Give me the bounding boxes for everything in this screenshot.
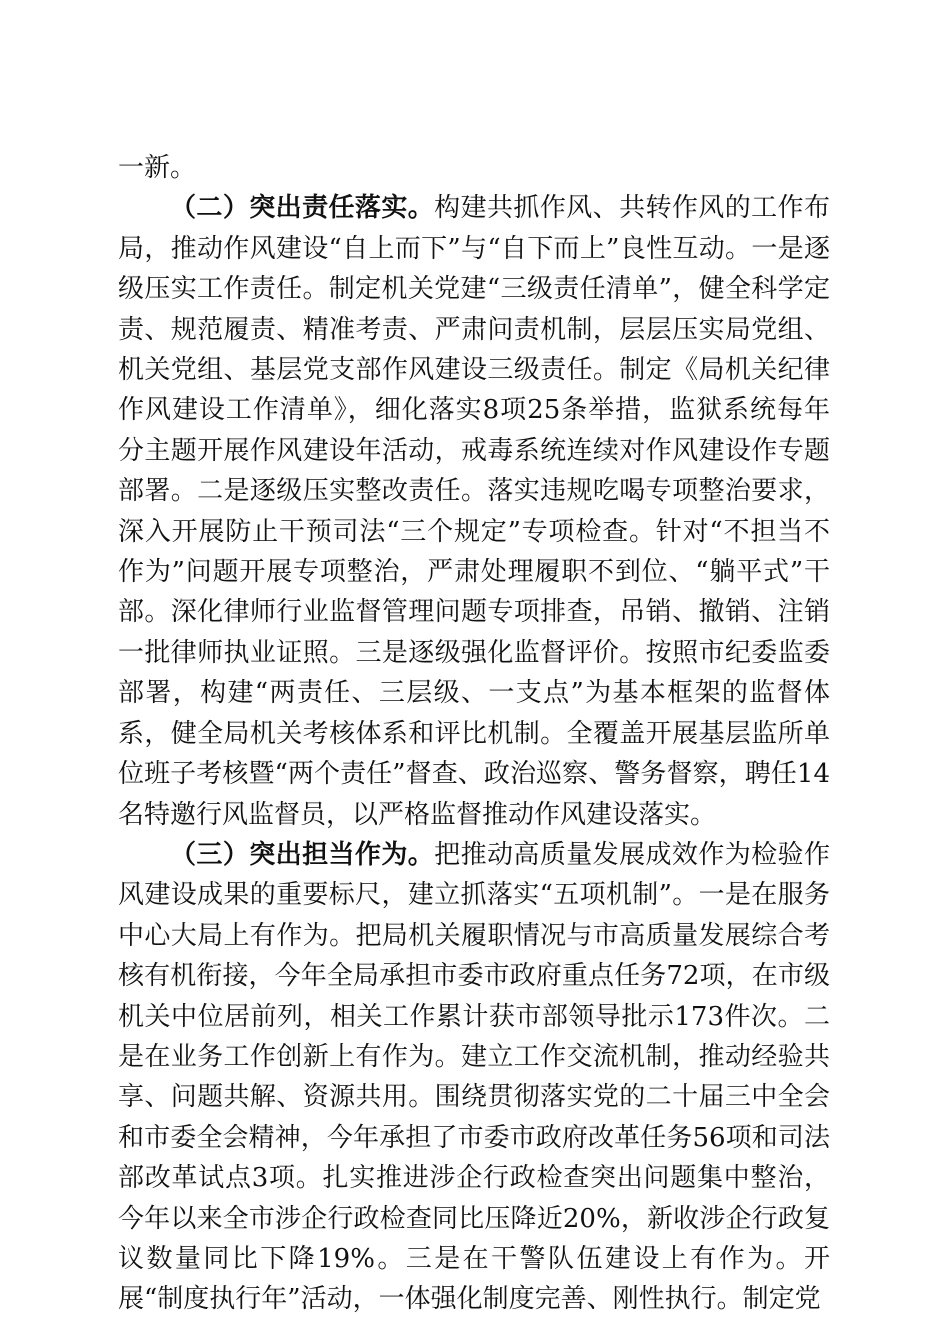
section-3-heading: （三）突出担当作为。 xyxy=(170,839,435,870)
section-3-paragraph xyxy=(118,835,830,1320)
section-2-body: 构建共抓作风、共转作风的工作布局，推动作风建设“自上而下”与“自下而上”良性互动。一是逐级压实工作责任。制定机关党建“三级责任清单”，健全科学定责、规范履责、精准考责、严肃问责机制，层层压实局党组、机关党组、基层党支部作风建设三级责任。制定《局机关纪律作风建设工作清单》，细化落实8项25条举措，监狱系统每年分主题开展作风建设年活动，戒毒系统连续对作风建设作专题部署。二是逐级压实整改责任。落实违规吃喝专项整治要求，深入开展防止干预司法“三个规定”专项检查。针对“不担当不作为”问题开展专项整治，严肃处理履职不到位、“躺平式”干部。深化律师行业监督管理问题专项排查，吊销、撤销、注销一批律师执业证照。三是逐级强化监督评价。按照市纪委监委部署，构建“两责任、三层级、一支点”为基本框架的监督体系，健全局机关考核体系和评比机制。全覆盖开展基层监所单位班子考核暨“两个责任”督查、政治巡察、警务督察，聘任14名特邀行风监督员，以严格监督推动作风建设落实。 xyxy=(118,193,830,830)
section-2-heading: （二）突出责任落实。 xyxy=(170,193,435,224)
section-2-paragraph xyxy=(118,188,830,835)
continuation-paragraph: 一新。 xyxy=(118,153,197,183)
section-3-body: 把推动高质量发展成效作为检验作风建设成果的重要标尺，建立抓落实“五项机制”。一是在服务中心大局上有作为。把局机关履职情况与市高质量发展综合考核有机衔接，今年全局承担市委市政府重点任务72项，在市级机关中位居前列，相关工作累计获市部领导批示173件次。二是在业务工作创新上有作为。建立工作交流机制，推动经验共享、问题共解、资源共用。围绕贯彻落实党的二十届三中全会和市委全会精神，今年承担了市委市政府改革任务56项和司法部改革试点3项。扎实推进涉企行政检查突出问题集中整治，今年以来全市涉企行政检查同比压降近20%，新收涉企行政复议数量同比下降19%。三是在干警队伍建设上有作为。开展“制度执行年”活动，一体强化制度完善、刚性执行。制定党 xyxy=(118,839,830,1315)
document-page xyxy=(118,148,830,1320)
